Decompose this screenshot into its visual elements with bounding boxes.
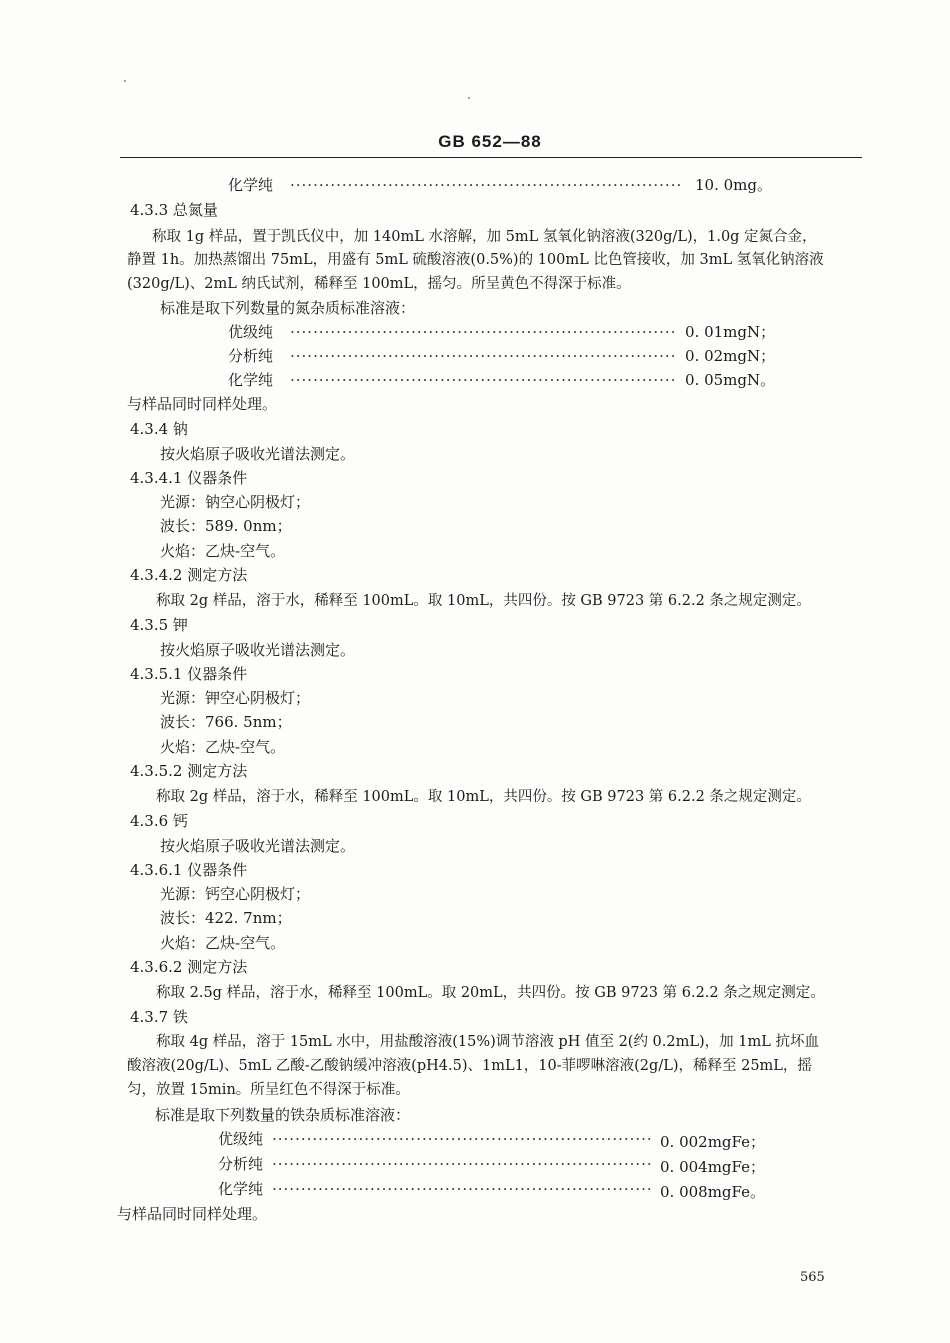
condition-line: 波长：589. 0nm； [160,517,292,535]
method-line: 按火焰原子吸收光谱法测定。 [160,837,356,855]
paragraph-line: (320g/L)、2mL 纳氏试剂，稀释至 100mL，摇匀。所呈黄色不得深于标准。 [127,276,631,292]
procedure-line: 称取 2g 样品，溶于水，稀释至 100mL。取 10mL，共四份。按 GB 9723 第 6.2.2 条之规定测定。 [156,593,811,609]
section-heading-4-3-7: 4.3.7 铁 [130,1008,188,1026]
grade-value: 0. 02mgN； [685,347,776,365]
scan-speck [124,80,126,82]
header-rule [120,157,862,158]
standard-code-header: GB 652—88 [438,132,542,151]
leader-dots [272,1178,652,1200]
grade-value: 0. 01mgN； [685,323,776,341]
grade-value: 0. 004mgFe； [660,1158,766,1176]
standard-intro: 标准是取下列数量的铁杂质标准溶液： [155,1106,411,1124]
procedure-line: 称取 2g 样品，溶于水，稀释至 100mL。取 10mL，共四份。按 GB 9723 第 6.2.2 条之规定测定。 [156,789,811,805]
grade-label: 分析纯 [218,1155,264,1173]
condition-line: 波长：422. 7nm； [160,909,292,927]
subsection-heading: 4.3.4.1 仪器条件 [130,469,248,487]
condition-line: 波长：766. 5nm； [160,713,292,731]
grade-value: 0. 008mgFe。 [660,1183,766,1201]
standard-intro: 标准是取下列数量的氮杂质标准溶液： [160,299,416,317]
paragraph-line: 酸溶液(20g/L)、5mL 乙酸-乙酸钠缓冲溶液(pH4.5)、1mL1，10-菲啰啉溶液(2g/L)，稀释至 25mL，摇 [127,1058,812,1074]
grade-value: 0. 05mgN。 [685,371,776,389]
paragraph-line: 称取 4g 样品，溶于 15mL 水中，用盐酸溶液(15%)调节溶液 pH 值至 2(约 0.2mL)，加 1mL 抗坏血 [156,1034,819,1050]
grade-value: 0. 002mgFe； [660,1133,766,1151]
paragraph-line: 匀，放置 15min。所呈红色不得深于标准。 [127,1082,410,1098]
grade-value: 10. 0mg。 [695,176,772,194]
subsection-heading: 4.3.4.2 测定方法 [130,566,248,584]
condition-line: 火焰：乙炔-空气。 [160,542,286,560]
condition-line: 光源：钾空心阴极灯； [160,689,311,707]
section-heading-4-3-4: 4.3.4 钠 [130,420,188,438]
paragraph-line: 称取 1g 样品，置于凯氏仪中，加 140mL 水溶解，加 5mL 氢氧化钠溶液(320g/L)，1.0g 定氮合金， [152,229,817,245]
subsection-heading: 4.3.5.1 仪器条件 [130,665,248,683]
grade-label: 分析纯 [228,347,274,365]
condition-line: 光源：钠空心阴极灯； [160,493,311,511]
condition-line: 火焰：乙炔-空气。 [160,738,286,756]
paragraph-line: 静置 1h。加热蒸馏出 75mL，用盛有 5mL 硫酸溶液(0.5%)的 100mL 比色管接收，加 3mL 氢氧化钠溶液 [127,252,824,268]
leader-dots [272,1128,652,1150]
subsection-heading: 4.3.6.1 仪器条件 [130,861,248,879]
leader-dots [272,1153,652,1175]
method-line: 按火焰原子吸收光谱法测定。 [160,641,356,659]
section-heading-4-3-6: 4.3.6 钙 [130,812,188,830]
paragraph-line: 与样品同时同样处理。 [127,395,278,413]
grade-label: 化学纯 [228,176,274,194]
subsection-heading: 4.3.6.2 测定方法 [130,958,248,976]
leader-dots [290,369,676,391]
method-line: 按火焰原子吸收光谱法测定。 [160,445,356,463]
section-heading-4-3-3: 4.3.3 总氮量 [130,201,218,219]
subsection-heading: 4.3.5.2 测定方法 [130,762,248,780]
leader-dots [290,345,676,367]
section-heading-4-3-5: 4.3.5 钾 [130,616,188,634]
paragraph-line: 与样品同时同样处理。 [117,1205,268,1223]
grade-label: 优级纯 [228,323,274,341]
page-number: 565 [800,1270,825,1285]
scan-speck [468,97,470,99]
grade-label: 优级纯 [218,1130,264,1148]
grade-label: 化学纯 [218,1180,264,1198]
leader-dots [290,174,680,196]
procedure-line: 称取 2.5g 样品，溶于水，稀释至 100mL。取 20mL，共四份。按 GB 9723 第 6.2.2 条之规定测定。 [156,985,825,1001]
condition-line: 光源：钙空心阴极灯； [160,885,311,903]
leader-dots [290,321,676,343]
condition-line: 火焰：乙炔-空气。 [160,934,286,952]
grade-label: 化学纯 [228,371,274,389]
